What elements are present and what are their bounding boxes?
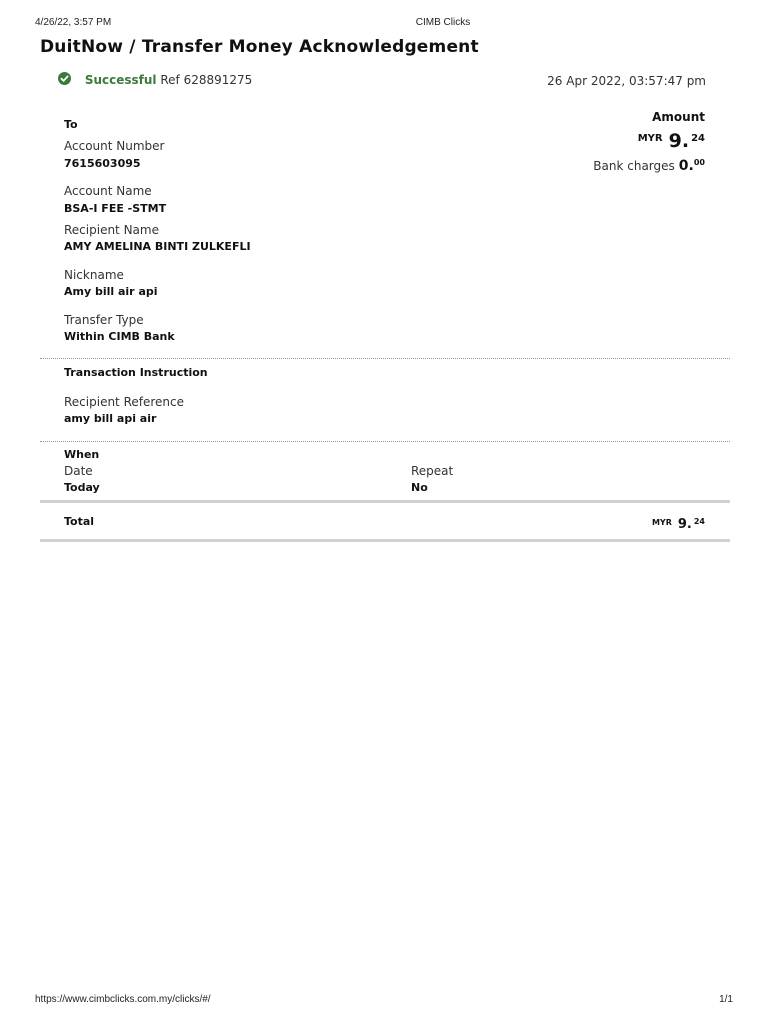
account-number-label: Account Number [64,139,165,153]
total-currency: MYR [651,518,672,527]
date-value: Today [64,481,100,494]
nickname-label: Nickname [64,268,124,282]
repeat-label: Repeat [411,464,454,478]
nickname-value: Amy bill air api [64,285,158,298]
amount-integer: 9. [668,130,690,152]
total-divider-top [40,500,730,503]
bank-charges [593,158,705,174]
transaction-instruction-heading: Transaction Instruction [64,366,208,379]
total-divider-bottom [40,539,730,542]
recipient-reference-label: Recipient Reference [64,395,184,409]
print-footer-url: https://www.cimbclicks.com.my/clicks/#/ [35,994,211,1005]
bank-charges-label: Bank charges [593,159,675,173]
section-divider [40,441,730,442]
transaction-datetime: 26 Apr 2022, 03:57:47 pm [547,74,706,88]
date-label: Date [64,464,93,478]
reference-number: Ref 628891275 [160,73,253,87]
account-name-label: Account Name [64,184,152,198]
check-circle-icon [58,72,71,85]
repeat-value: No [411,481,428,494]
print-datetime: 4/26/22, 3:57 PM [35,17,112,28]
amount-decimal: 24 [691,133,705,144]
transfer-type-label: Transfer Type [64,313,144,327]
total-integer: 9. [677,517,692,532]
recipient-reference-value: amy bill api air [64,412,157,425]
page-title: DuitNow / Transfer Money Acknowledgement [40,37,479,57]
section-divider [40,358,730,359]
print-page-number: 1/1 [719,994,733,1005]
recipient-name-label: Recipient Name [64,223,159,237]
total-label: Total [64,515,95,528]
total-decimal: 24 [693,517,705,526]
amount-currency: MYR [637,133,663,144]
status-row [58,72,252,87]
to-heading: To [64,118,78,131]
status-label: Successful [84,73,157,87]
total-amount [652,513,705,532]
bank-charges-integer: 0. [678,158,694,174]
account-number-value: 7615603095 [64,157,141,170]
recipient-name-value: AMY AMELINA BINTI ZULKEFLI [64,240,251,253]
print-site-title: CIMB Clicks [415,17,471,28]
transfer-type-value: Within CIMB Bank [64,330,175,343]
amount-heading: Amount [652,110,705,124]
account-name-value: BSA-I FEE -STMT [64,202,167,215]
amount-value [638,130,705,152]
when-heading: When [64,448,100,461]
bank-charges-decimal: 00 [693,158,705,167]
